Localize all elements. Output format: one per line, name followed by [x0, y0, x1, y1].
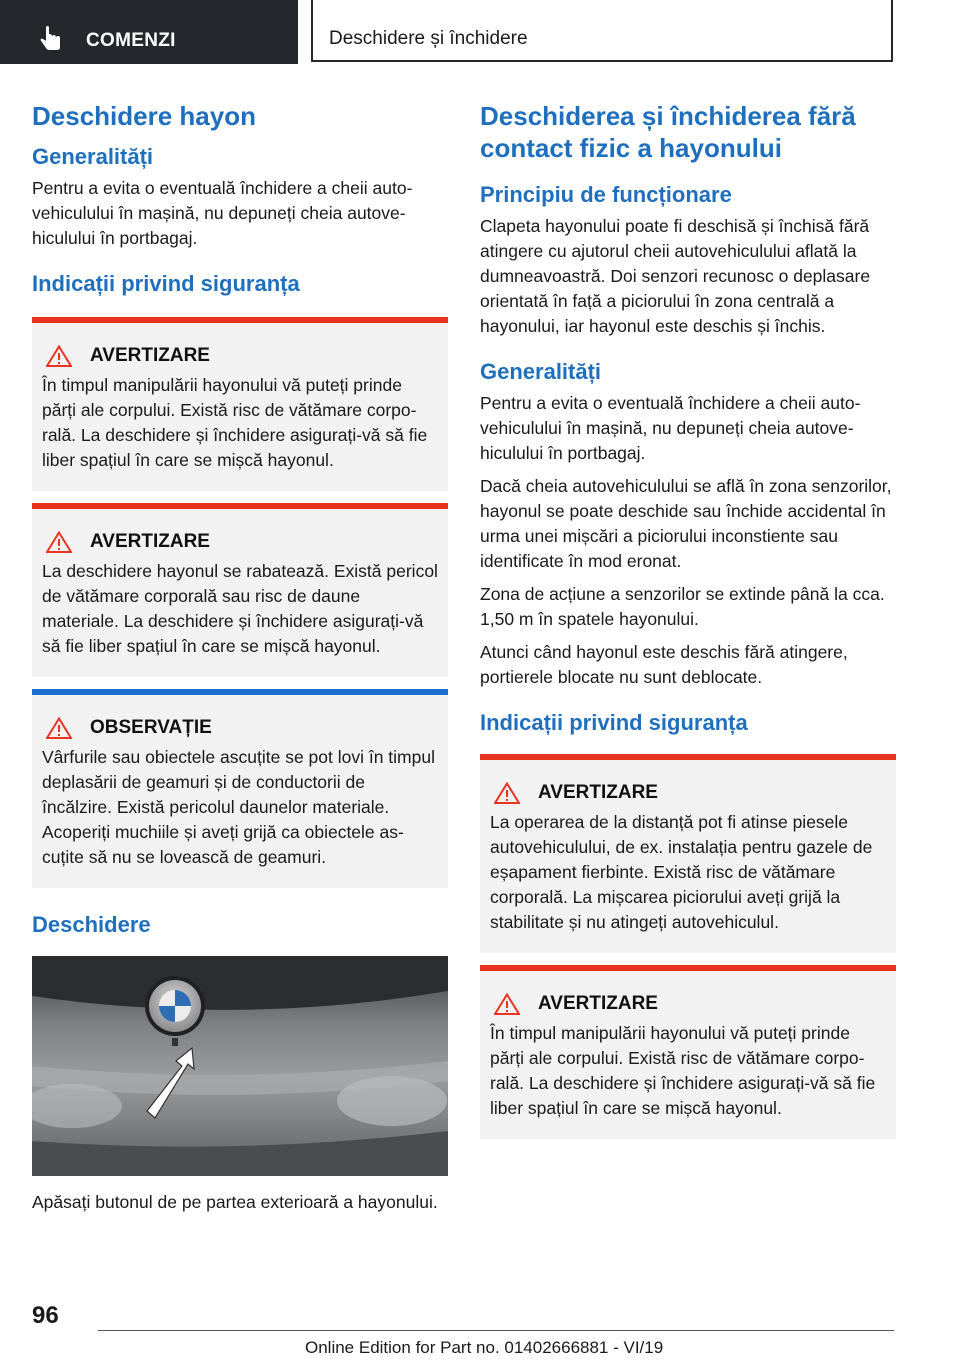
opening-heading: Deschidere — [32, 912, 151, 937]
warning-triangle-icon — [46, 345, 72, 367]
warning-triangle-icon — [494, 993, 520, 1015]
page-title: Deschidere hayon — [32, 101, 256, 131]
warning-label: AVERTIZARE — [90, 531, 210, 552]
warning-text: În timpul manipulării hayonului vă puteți prinde părți ale corpului. Există risc de vătămare corporală. La deschidere și închidere asigurați-vă să fie liber spațiul în care se mișcă hayonul. — [42, 375, 428, 470]
section-tab — [0, 0, 298, 64]
notice-text: Vârfurile sau obiectele ascuțite se pot lovi în timpul deplasării de geamuri și de conductorii de încălzire. Există pericolul daunelor materiale. Acoperiți muchiile și aveți grijă ca obiectele ascuțite să nu se lovească de geamuri. — [42, 747, 435, 867]
edition-text: Online Edition for Part no. 01402666881 - VI/19 — [305, 1338, 664, 1357]
warning-box — [480, 965, 896, 1139]
principle-text: Clapeta hayonului poate fi deschisă și închisă fără atingere cu ajutorul cheii autovehiculului aflată la dumneavoastră. Doi senzori recunosc o deplasare orientată în față a piciorului în zona centrală a hayonului, iar hayonul este deschis și închis. — [480, 216, 871, 336]
warning-triangle-icon — [494, 782, 520, 804]
general-paragraph: Pentru a evita o eventuală închidere a cheii autovehiculului în mașină, nu depuneți cheia autovehiculului în portbagaj. — [480, 393, 861, 463]
warning-box — [480, 754, 896, 953]
warning-box — [32, 503, 448, 677]
warning-label: AVERTIZARE — [538, 782, 658, 803]
photo-caption: Apăsați butonul de pe partea exterioară a hayonului. — [32, 1192, 438, 1212]
warning-box — [32, 317, 448, 491]
warning-triangle-icon — [46, 531, 72, 553]
hand-pointer-icon — [38, 26, 64, 52]
warning-label: AVERTIZARE — [538, 993, 658, 1014]
footer-rule — [98, 1330, 894, 1331]
chapter-header — [311, 0, 893, 62]
general-paragraph: Atunci când hayonul este deschis fără atingere, portierele blocate nu sunt deblocate. — [480, 642, 848, 687]
general-paragraph: Dacă cheia autovehiculului se află în zona senzorilor, hayonul se poate deschide sau închide accidental în urma unei mișcări a piciorului inconstiente sau identificate în mod eronat. — [480, 476, 892, 571]
warning-label: AVERTIZARE — [90, 345, 210, 366]
page-number: 96 — [32, 1302, 59, 1329]
general-text: Pentru a evita o eventuală închidere a cheii autovehiculului în mașină, nu depuneți cheia autovehiculului în portbagaj. — [32, 178, 413, 248]
tailgate-button-photo — [32, 956, 448, 1176]
general-heading: Generalități — [32, 144, 154, 169]
safety-heading: Indicații privind siguranța — [480, 710, 748, 735]
warning-text: La deschidere hayonul se rabatează. Există pericol de vătămare corporală sau risc de daune materiale. La deschidere și închidere asigurați-vă să fie liber spațiul în care se mișcă hayonul. — [42, 561, 438, 656]
warning-text: În timpul manipulării hayonului vă puteți prinde părți ale corpului. Există risc de vătămare corporală. La deschidere și închidere asigurați-vă să fie liber spațiul în care se mișcă hayonul. — [490, 1023, 876, 1118]
safety-heading: Indicații privind siguranța — [32, 271, 300, 296]
notice-box — [32, 689, 448, 888]
section-title: Deschiderea și închiderea fără contact fizic a hayonului — [480, 101, 856, 163]
left-column — [32, 100, 448, 1223]
section-label: COMENZI — [86, 30, 176, 51]
general-paragraph: Zona de acțiune a senzorilor se extinde până la cca. 1,50 m în spatele hayonului. — [480, 584, 885, 629]
principle-heading: Principiu de funcționare — [480, 182, 732, 207]
warning-text: La operarea de la distanță pot fi atinse piesele autovehiculului, de ex. instalația pentru gazele de eșapament fierbinte. Există risc de vătămare corporală. La mișcarea piciorului aveți grijă la stabilitate și nu atingeți autovehiculul. — [490, 812, 873, 932]
notice-triangle-icon — [46, 717, 72, 739]
chapter-label: Deschidere și închidere — [329, 28, 528, 49]
tailgate-illustration — [32, 956, 448, 1176]
right-column — [480, 100, 896, 1139]
general-heading: Generalități — [480, 359, 602, 384]
notice-label: OBSERVAȚIE — [90, 717, 212, 738]
